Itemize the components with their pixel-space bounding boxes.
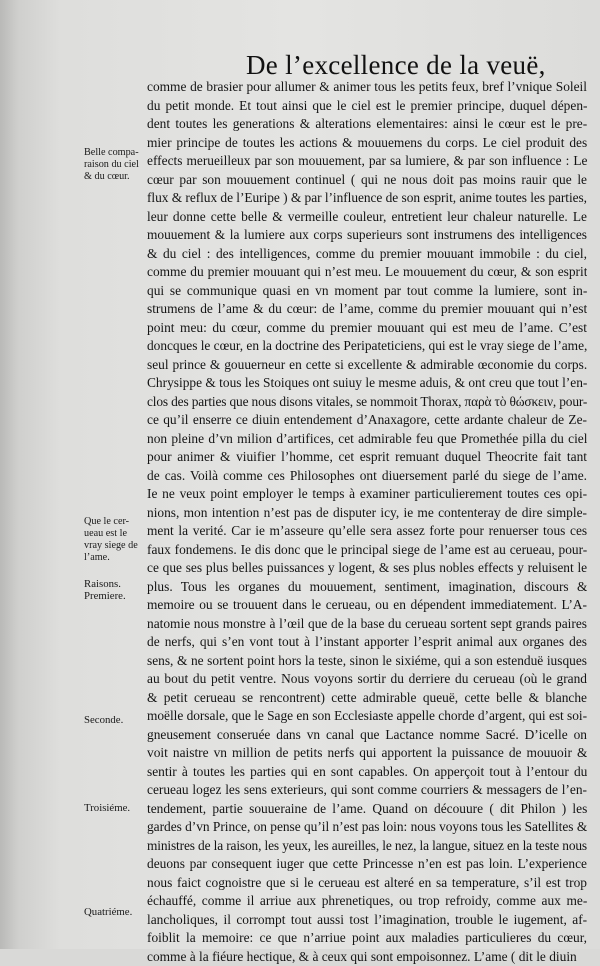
text-line: leur donne cette belle & vermeille couleur, entretient leur chaleur naturelle. Le bbox=[147, 208, 587, 227]
text-line: strumens de l’ame & du cœur: de l’ame, comme du premier mouuant qui n’est bbox=[147, 300, 587, 319]
margin-note-line: Troisiéme. bbox=[84, 802, 150, 814]
margin-note-line: vray siege de bbox=[84, 540, 150, 552]
text-line: échauffé, comme il arriue aux phrenetiques, ou trop refroidy, comme aux me- bbox=[147, 892, 587, 911]
margin-note-line: ueau est le bbox=[84, 528, 150, 540]
text-line: de cas. Voilà comme ces Philosophes ont diuersement parlé du siege de l’ame. bbox=[147, 467, 587, 486]
text-line: natomie nous monstre à l’œil que de la base du cerueau sortent sept grands paires bbox=[147, 615, 587, 634]
text-line: ministres de la raison, les yeux, les aureilles, le nez, la langue, situez en la teste nous bbox=[147, 837, 587, 856]
text-line: plus. Tous les organes du mouuement, sentiment, imagination, discours & bbox=[147, 578, 587, 597]
text-line: memoire ou se trouuent dans le cerueau, ou en dépendent immediatement. L’A- bbox=[147, 596, 587, 615]
text-line: gardes d’vn Prince, on pense qu’il n’est pas loin: nous voyons tous les Satellites & bbox=[147, 818, 587, 837]
text-line: flux & reflux de l’Euripe ) & par l’influence de son esprit, anime toutes les parties, bbox=[147, 189, 587, 208]
margin-note-que-le-cerveau bbox=[84, 516, 150, 564]
text-line: Ie ne veux point employer le temps à examiner particulierement toutes ces opi- bbox=[147, 485, 587, 504]
text-line: sentir à toutes les parties qui en sont capables. On apperçoit tout à l’entour du bbox=[147, 763, 587, 782]
text-line: lancholiques, il corrompt tout aussi tost l’imagination, trouble le iugement, af- bbox=[147, 911, 587, 930]
margin-note-line: Quatriéme. bbox=[84, 906, 150, 918]
text-line: au bout du petit ventre. Nous voyons sortir du derriere du cerueau (où le grand bbox=[147, 670, 587, 689]
text-line: voit naistre vn million de petits nerfs qui apportent la puissance de mouuoir & bbox=[147, 744, 587, 763]
text-line: effects merueilleux par son mouuement, par sa lumiere, & par son influence : Le bbox=[147, 152, 587, 171]
text-line: comme du premier mouuant qui n’est meu. Le mouuement du cœur, & son esprit bbox=[147, 263, 587, 282]
margin-note-line: Que le cer- bbox=[84, 516, 150, 528]
text-line: pour animer & viuifier l’homme, cet esprit remuant duquel Theocrite fait tant bbox=[147, 448, 587, 467]
text-line: faux fondemens. Ie dis donc que le principal siege de l’ame est au cerueau, pour- bbox=[147, 541, 587, 560]
text-line: ce que ses plus belles puissances y logent, & ses plus nobles effects y reluisent le bbox=[147, 559, 587, 578]
text-line: ment la verité. Car ie m’asseure qu’elle sera assez forte pour renuerser tous ces bbox=[147, 522, 587, 541]
text-line: mier principe de toutes les actions & mouuemens du corps. Le ciel produit des bbox=[147, 134, 587, 153]
text-line: non pleine d’vn milion d’artifices, cet admirable feu que Promethée pilla du ciel bbox=[147, 430, 587, 449]
text-line: cerueau logez les sens exterieurs, qui sont comme courriers & messagers de l’en- bbox=[147, 781, 587, 800]
text-line: comme de brasier pour allumer & animer tous les petits feux, bref l’vnique Soleil bbox=[147, 78, 587, 97]
text-line: Chrysippe & tous les Stoiques ont suiuy le mesme aduis, & ont creu que tout l’en- bbox=[147, 374, 587, 393]
text-line: gneusement conseruée dans vn canal que Lactance nomme Sacré. D’icelle on bbox=[147, 726, 587, 745]
text-line: seul prince & gouuerneur en cette si excellente & admirable œconomie du corps. bbox=[147, 356, 587, 375]
text-line: ce qu’il enserre ce diuin entendement d’Anaxagore, cette ardante chaleur de Ze- bbox=[147, 411, 587, 430]
margin-note-quatrieme bbox=[84, 906, 150, 918]
text-line: & petit cerueau se rencontrent) cette admirable queuë, cette belle & blanche bbox=[147, 689, 587, 708]
text-line: qui se communique quasi en vn moment par tout comme la lumiere, sont in- bbox=[147, 282, 587, 301]
margin-note-seconde bbox=[84, 714, 150, 726]
margin-note-line: raison du ciel bbox=[84, 159, 150, 171]
text-line: deuons par consequent iuger que cette Princesse n’en est pas loin. L’experience bbox=[147, 855, 587, 874]
margin-note-belle-comparaison bbox=[84, 147, 150, 183]
text-line: de nerfs, qui s’en vont tout à l’instant apporter l’esprit animal aux organes des bbox=[147, 633, 587, 652]
text-line: moëlle dorsale, que le Sage en son Ecclesiaste appelle chorde d’argent, qui est soi- bbox=[147, 707, 587, 726]
text-line: & du ciel : des intelligences, comme du premier mouuant immobile : du ciel, bbox=[147, 245, 587, 264]
margin-note-troisieme bbox=[84, 802, 150, 814]
text-line: du petit monde. Et tout ainsi que le ciel est le premier principe, duquel dépen- bbox=[147, 97, 587, 116]
margin-note-line: Seconde. bbox=[84, 714, 150, 726]
text-line: mouuement & la lumiere aux corps superieurs sont instrumens des intelligences bbox=[147, 226, 587, 245]
margin-note-line: Premiere. bbox=[84, 590, 150, 602]
margin-note-line: & du cœur. bbox=[84, 171, 150, 183]
text-line: foiblit la memoire: ce que n’arriue point aux maladies particulieres du cœur, bbox=[147, 929, 587, 948]
margin-note-line: Raisons. bbox=[84, 578, 150, 590]
body-text bbox=[147, 78, 587, 966]
text-line: point meu: du cœur, comme du premier mouuant qui est meu de l’ame. C’est bbox=[147, 319, 587, 338]
text-line: dent toutes les generations & alterations elementaires: ainsi le cœur est le pre- bbox=[147, 115, 587, 134]
margin-note-line: Belle compa- bbox=[84, 147, 150, 159]
text-line: sens, & ne sortent point hors la teste, sinon le sixiéme, qui a son estenduë iusques bbox=[147, 652, 587, 671]
text-line: nions, mon intention n’est pas de disputer icy, ie me contenteray de dire simple- bbox=[147, 504, 587, 523]
text-line: doncques le cœur, en la doctrine des Peripateticiens, qui est le vray siege de l’ame, bbox=[147, 337, 587, 356]
text-line: comme à la fiéure hectique, & à ceux qui sont empoisonnez. L’ame ( dit le diuin bbox=[147, 948, 587, 966]
text-line: tendement, partie souueraine de l’ame. Quand on découure ( dit Philon ) les bbox=[147, 800, 587, 819]
margin-note-raisons bbox=[84, 578, 150, 602]
text-line: nous faict cognoistre que si le cerueau est alteré en sa temperature, s’il est trop bbox=[147, 874, 587, 893]
running-header: De l’excellence de la veuë, bbox=[246, 50, 546, 81]
text-line: clos des parties que nous disons vitales, se nommoit Thorax, παρὰ τὸ θώσκειν, pour- bbox=[147, 393, 587, 412]
text-line: cœur par son mouuement continuel ( qui ne nous doit pas moins rauir que le bbox=[147, 171, 587, 190]
margin-note-line: l’ame. bbox=[84, 552, 150, 564]
